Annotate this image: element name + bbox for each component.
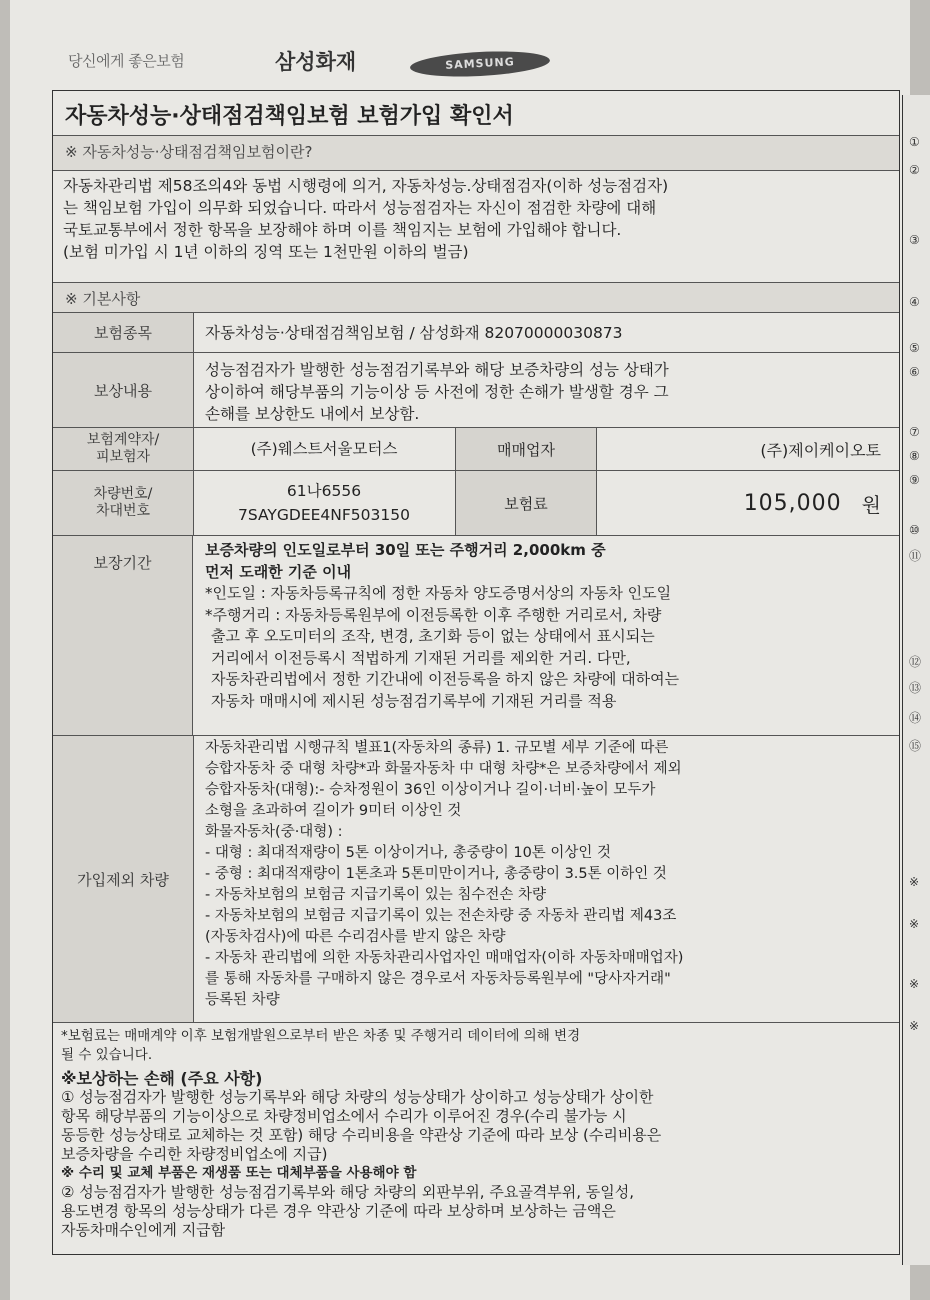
side-mark: ⑭ [909,711,922,725]
side-mark: ① [909,135,920,149]
contractor-label [53,428,194,470]
side-mark: ※ [909,875,920,889]
intro-line: 자동차관리법 제58조의4와 동법 시행령에 의거, 자동차성능.상태점검자(이하 성능점검자) [63,177,669,195]
side-mark: ⑫ [909,655,922,669]
vehicle-label [53,471,194,535]
vehicle-value [193,471,455,535]
premium-note-line: *보험료는 매매계약 이후 보험개발원으로부터 받은 차종 및 주행거리 데이터에 의해 변경 [61,1028,581,1044]
brand-name: 삼성화재 [275,50,357,74]
intro-paragraph [53,171,899,283]
intro-line: (보험 미가입 시 1년 이하의 징역 또는 1천만원 이하의 벌금) [63,243,469,261]
plate-number: 61나6556 [286,482,362,500]
coverage-row [53,353,899,428]
excluded-line: - 자동차 관리법에 의한 자동차관리사업자인 매매업자(이하 자동차매매업자) [205,950,684,966]
period-line: 자동차 매매시에 제시된 성능점검기록부에 기재된 거리를 적용 [211,691,617,710]
intro-line: 는 책임보험 가입이 의무화 되었습니다. 따라서 성능점검자는 자신이 점검한 차량에 대해 [63,199,657,217]
excluded-line: 등록된 차량 [205,992,280,1008]
period-value [193,536,899,735]
damage-heading: ※보상하는 손해 (주요 사항) [61,1069,263,1088]
vehicle-row [53,471,899,536]
notes-section [53,1023,899,1254]
intro-line: 국토교통부에서 정한 항목을 보장해야 하며 이를 책임지는 보험에 가입해야 합니다. [63,221,622,239]
parts-note: ※ 수리 및 교체 부품은 재생품 또는 대체부품을 사용해야 함 [61,1165,417,1181]
period-line: *인도일 : 자동차등록규칙에 정한 자동차 양도증명서상의 자동차 인도일 [205,584,672,602]
dealer-label: 매매업자 [455,428,597,470]
coverage-line: 손해를 보상한도 내에서 보상함. [205,405,420,423]
damage-item-line: 용도변경 항목의 성능상태가 다른 경우 약관상 기준에 따라 보상하며 보상하는 금액은 [61,1202,616,1220]
excluded-line: 승합자동차 중 대형 차량*과 화물자동차 中 대형 차량*은 보증차량에서 제외 [205,761,682,777]
excluded-row [53,736,899,1023]
premium-note-line: 될 수 있습니다. [61,1047,153,1063]
excluded-label: 가입제외 차량 [53,736,194,1022]
insurance-type-value: 자동차성능·상태점검책임보험 / 삼성화재 82070000030873 [205,324,623,342]
premium-label: 보험료 [455,471,597,535]
side-mark: ⑮ [909,739,922,753]
side-mark: ③ [909,233,920,247]
side-mark: ⑬ [909,681,922,695]
coverage-value [193,353,899,427]
excluded-line: 자동차관리법 시행규칙 별표1(자동차의 종류) 1. 규모별 세부 기준에 따른 [205,740,669,756]
intro-heading: ※ 자동차성능·상태점검책임보험이란? [53,136,899,171]
insurance-type-row [53,313,899,353]
excluded-line: 를 통해 자동차를 구매하지 않은 경우로서 자동차등록원부에 "당사자거래" [205,971,671,987]
vin-number: 7SAYGDEE4NF503150 [238,506,410,524]
excluded-line: (자동차검사)에 따른 수리검사를 받지 않은 차량 [205,929,506,945]
document-title: 자동차성능·상태점검책임보험 보험가입 확인서 [53,91,899,136]
contractor-value: (주)웨스트서울모터스 [250,440,398,458]
insurance-type-label: 보험종목 [53,313,194,352]
period-line: 먼저 도래한 기준 이내 [205,562,352,581]
period-line: 거리에서 이전등록시 적법하게 기재된 거리를 제외한 거리. 다만, [211,648,631,667]
side-mark: ⑤ [909,341,920,355]
period-line: 자동차관리법에서 정한 기간내에 이전등록을 하지 않은 차량에 대하여는 [211,670,680,688]
basics-heading: ※ 기본사항 [53,283,899,313]
contractor-label-line: 피보험자 [95,449,151,465]
premium-unit: 원 [861,492,881,517]
damage-item-line: 항목 해당부품의 기능이상으로 차량정비업소에서 수리가 이루어진 경우(수리 불가능 시 [61,1107,627,1125]
side-mark: ⑩ [909,523,920,537]
period-label: 보장기간 [53,536,193,735]
premium-amount: 105,000 [743,490,842,516]
period-row [53,536,899,736]
vehicle-label-line: 차량번호/ [93,486,153,502]
contractor-label-line: 보험계약자/ [86,432,160,448]
excluded-value [193,736,899,1022]
damage-item-line: ① 성능점검자가 발행한 성능기록부와 해당 차량의 성능상태가 상이하고 성능상태가 상이한 [61,1088,654,1106]
vehicle-label-line: 차대번호 [95,503,151,519]
header [60,42,620,82]
contractor-row [53,428,899,471]
side-mark: ※ [909,917,920,931]
coverage-line: 상이하여 해당부품의 기능이상 등 사전에 정한 손해가 발생할 경우 그 [205,383,669,401]
side-mark: ⑧ [909,449,920,463]
samsung-logo: SAMSUNG [409,48,550,79]
damage-item-line: 동등한 성능상태로 교체하는 것 포함) 해당 수리비용을 약관상 기준에 따라 보상 (수리비용은 [61,1126,662,1144]
confirmation-form [52,90,900,1255]
damage-item-line: ② 성능점검자가 발행한 성능점검기록부와 해당 차량의 외판부위, 주요골격부위, 동일성, [61,1183,635,1201]
period-line: 출고 후 오도미터의 조작, 변경, 초기화 등이 없는 상태에서 표시되는 [211,627,655,645]
dealer-value: (주)제이케이오토 [760,440,881,460]
damage-item-line: 자동차매수인에게 지급함 [61,1221,226,1239]
side-mark: ② [909,163,920,177]
coverage-line: 성능점검자가 발행한 성능점검기록부와 해당 보증차량의 성능 상태가 [205,361,669,379]
excluded-line: 승합자동차(대형):- 승차정원이 36인 이상이거나 길이·너비·높이 모두가 [205,782,656,798]
period-line: 보증차량의 인도일로부터 30일 또는 주행거리 2,000km 중 [205,541,606,559]
document-page [10,0,910,1300]
coverage-label: 보상내용 [53,353,194,427]
side-mark: ⑨ [909,473,920,487]
excluded-line: 소형을 초과하여 길이가 9미터 이상인 것 [205,803,462,819]
tagline: 당신에게 좋은보험 [68,52,185,70]
side-mark: ⑪ [909,549,922,563]
excluded-line: - 자동차보험의 보험금 지급기록이 있는 전손차량 중 자동차 관리법 제43조 [205,908,677,924]
side-mark: ※ [909,977,920,991]
adjacent-page-edge [902,95,930,1265]
side-mark: ⑦ [909,425,920,439]
side-mark: ※ [909,1019,920,1033]
period-line: *주행거리 : 자동차등록원부에 이전등록한 이후 주행한 거리로서, 차량 [205,605,662,624]
premium-value [595,471,899,535]
excluded-line: - 자동차보험의 보험금 지급기록이 있는 침수전손 차량 [205,887,547,903]
side-mark: ⑥ [909,365,920,379]
excluded-line: - 대형 : 최대적재량이 5톤 이상이거나, 총중량이 10톤 이상인 것 [205,845,612,861]
excluded-line: - 중형 : 최대적재량이 1톤초과 5톤미만이거나, 총중량이 3.5톤 이하인 것 [205,866,667,882]
damage-item-line: 보증차량을 수리한 차량정비업소에 지급) [61,1145,328,1163]
excluded-line: 화물자동차(중·대형) : [205,824,343,840]
side-mark: ④ [909,295,920,309]
